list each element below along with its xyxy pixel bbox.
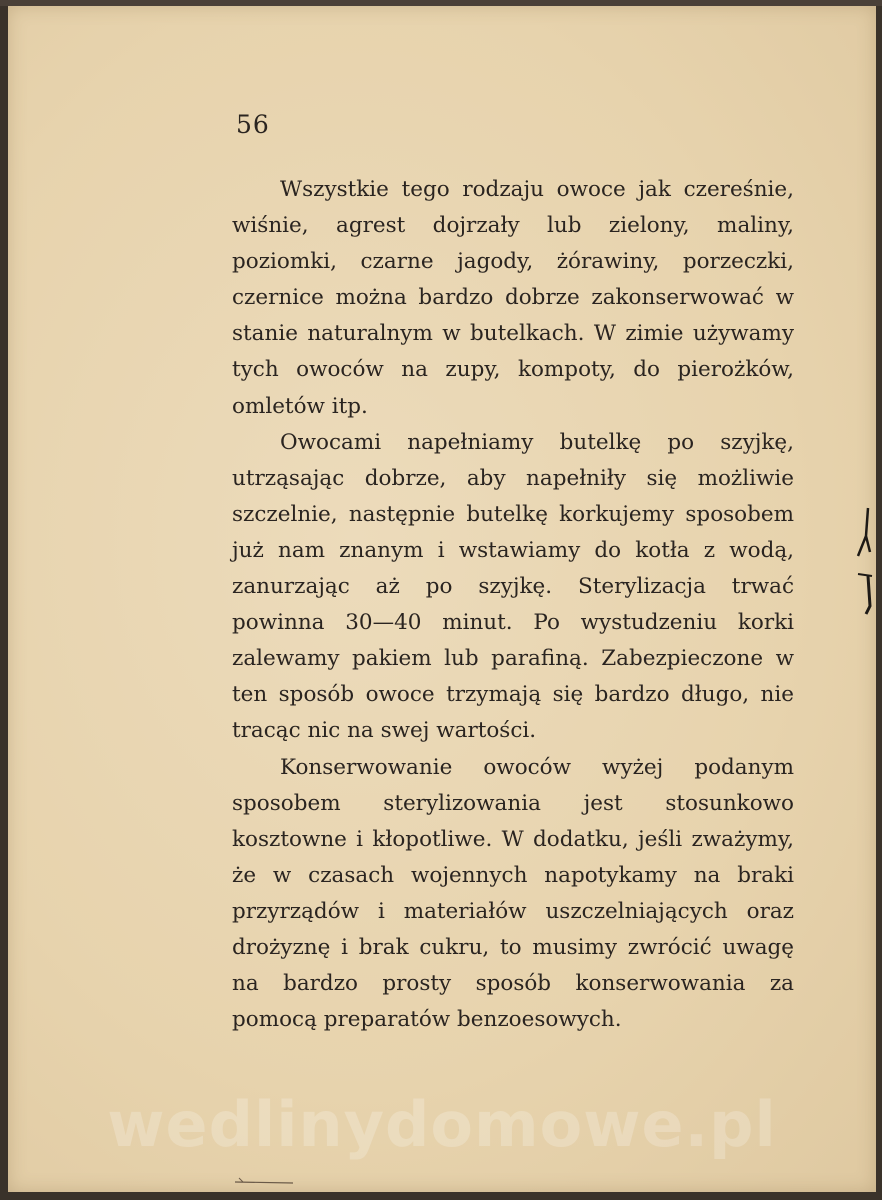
paragraph-2: Owocami napełniamy butelkę po szyjkę, utrząsając dobrze, aby napełniły się możliwie szczelnie, następnie butelkę korkujemy sposobem już nam znanym i wstawiamy do kotła z wodą, zanurzając aż po szyjkę. Sterylizacja trwać powinna 30—40 minut. Po wystudzeniu korki zalewamy pakiem lub parafiną. Zabezpieczone w ten sposób owoce trzymają się bardzo długo, nie tracąc nic na swej wartości. xyxy=(232,429,794,744)
paragraph-3: Konserwowanie owoców wyżej podanym sposobem sterylizowania jest stosunkowo kosztowne i kłopotliwe. W dodatku, jeśli zważymy, że w czasach wojennych napotykamy na braki przyrządów i materiałów uszczelniających oraz drożyznę i brak cukru, to musimy zwrócić uwagę na bardzo prosty sposób konserwowania za pomocą preparatów benzoesowych. xyxy=(232,754,794,1033)
body-text xyxy=(232,172,794,1038)
paragraph-1: Wszystkie tego rodzaju owoce jak czereśnie, wiśnie, agrest dojrzały lub zielony, maliny, poziomki, czarne jagody, żórawiny, porzeczki, czernice można bardzo dobrze zakonserwować w stanie naturalnym w butelkach. W zimie używamy tych owoców na zupy, kompoty, do pierożków, omletów itp. xyxy=(232,177,794,419)
margin-pencil-mark xyxy=(854,506,876,618)
page-number: 56 xyxy=(236,110,270,139)
book-page xyxy=(8,6,876,1192)
watermark-text: wedlinydomowe.pl xyxy=(107,1088,777,1161)
bottom-pencil-mark xyxy=(233,1174,313,1186)
